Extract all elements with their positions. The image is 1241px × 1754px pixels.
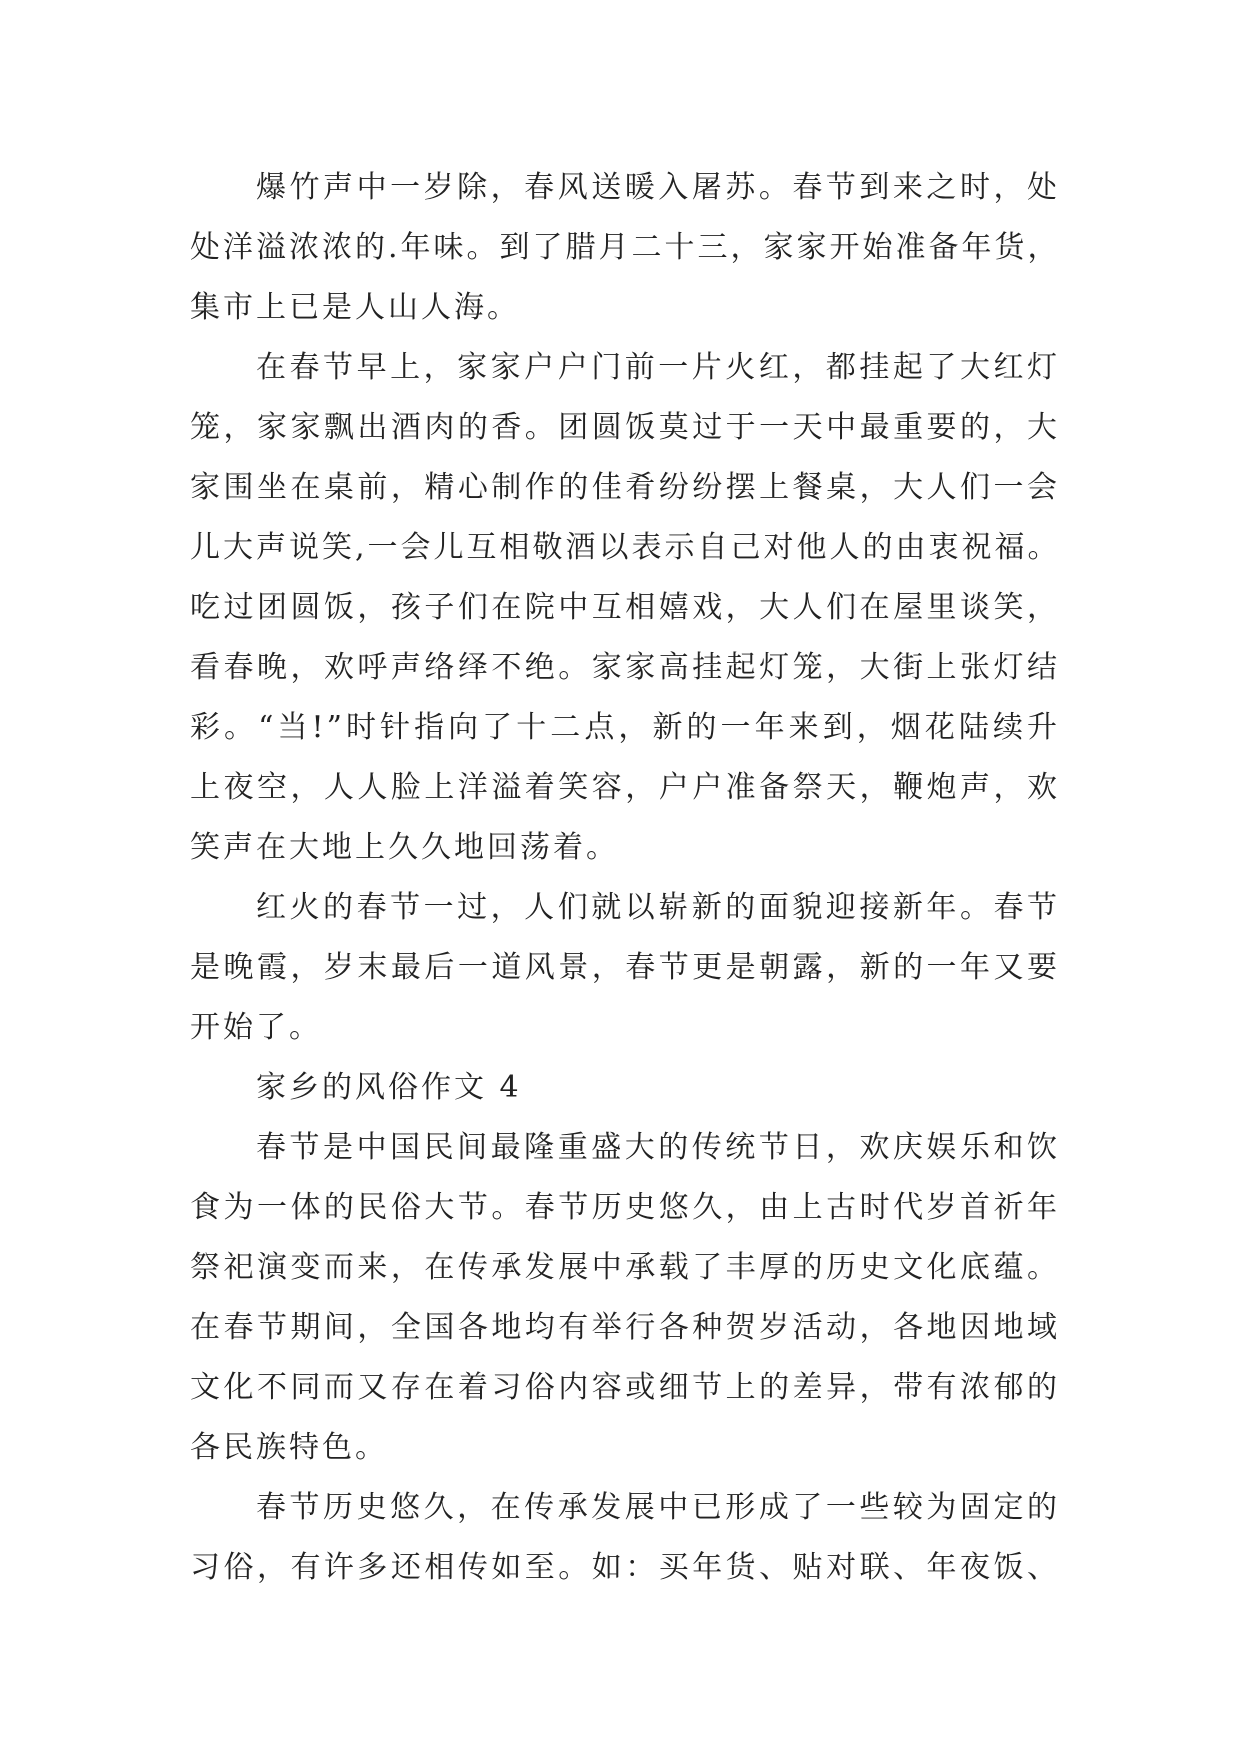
text-line: 在春节早上，家家户户门前一片火红，都挂起了大红灯	[256, 350, 1060, 385]
text-line: 集市上已是人山人海。	[190, 290, 520, 325]
text-line: 祭祀演变而来，在传承发展中承载了丰厚的历史文化底蕴。	[190, 1250, 1060, 1285]
text-line: 在春节期间，全国各地均有举行各种贺岁活动，各地因地域	[190, 1310, 1060, 1345]
document-body	[190, 158, 1060, 1598]
paragraph-1	[190, 158, 1060, 338]
text-line: 文化不同而又存在着习俗内容或细节上的差异，带有浓郁的	[190, 1370, 1060, 1405]
section-heading: 家乡的风俗作文 4	[256, 1070, 522, 1105]
paragraph-5	[190, 1478, 1060, 1598]
text-line: 红火的春节一过，人们就以崭新的面貌迎接新年。春节	[256, 890, 1060, 925]
text-line: 是晚霞，岁末最后一道风景，春节更是朝露，新的一年又要	[190, 950, 1060, 985]
text-line: 家围坐在桌前，精心制作的佳肴纷纷摆上餐桌，大人们一会	[190, 470, 1060, 505]
text-line: 笼，家家飘出酒肉的香。团圆饭莫过于一天中最重要的，大	[190, 410, 1060, 445]
text-line: 各民族特色。	[190, 1430, 388, 1465]
text-line: 看春晚，欢呼声络绎不绝。家家高挂起灯笼，大街上张灯结	[190, 650, 1060, 685]
text-line: 习俗，有许多还相传如至。如：买年货、贴对联、年夜饭、	[190, 1550, 1060, 1585]
text-line: 处洋溢浓浓的.年味。到了腊月二十三，家家开始准备年货，	[190, 230, 1061, 265]
text-line: 儿大声说笑,一会儿互相敬酒以表示自己对他人的由衷祝福。	[190, 530, 1061, 565]
text-line: 春节是中国民间最隆重盛大的传统节日，欢庆娱乐和饮	[256, 1130, 1060, 1165]
text-line: 上夜空，人人脸上洋溢着笑容，户户准备祭天，鞭炮声，欢	[190, 770, 1060, 805]
text-line: 笑声在大地上久久地回荡着。	[190, 830, 619, 865]
text-line: 食为一体的民俗大节。春节历史悠久，由上古时代岁首祈年	[190, 1190, 1060, 1225]
paragraph-2	[190, 338, 1060, 878]
text-line: 开始了。	[190, 1010, 322, 1045]
text-line: 彩。“当!”时针指向了十二点，新的一年来到，烟花陆续升	[190, 710, 1060, 745]
text-line: 吃过团圆饭，孩子们在院中互相嬉戏，大人们在屋里谈笑，	[190, 590, 1060, 625]
text-line: 爆竹声中一岁除，春风送暖入屠苏。春节到来之时，处	[256, 170, 1060, 205]
text-line: 春节历史悠久，在传承发展中已形成了一些较为固定的	[256, 1490, 1060, 1525]
paragraph-3	[190, 878, 1060, 1058]
paragraph-4	[190, 1118, 1060, 1478]
